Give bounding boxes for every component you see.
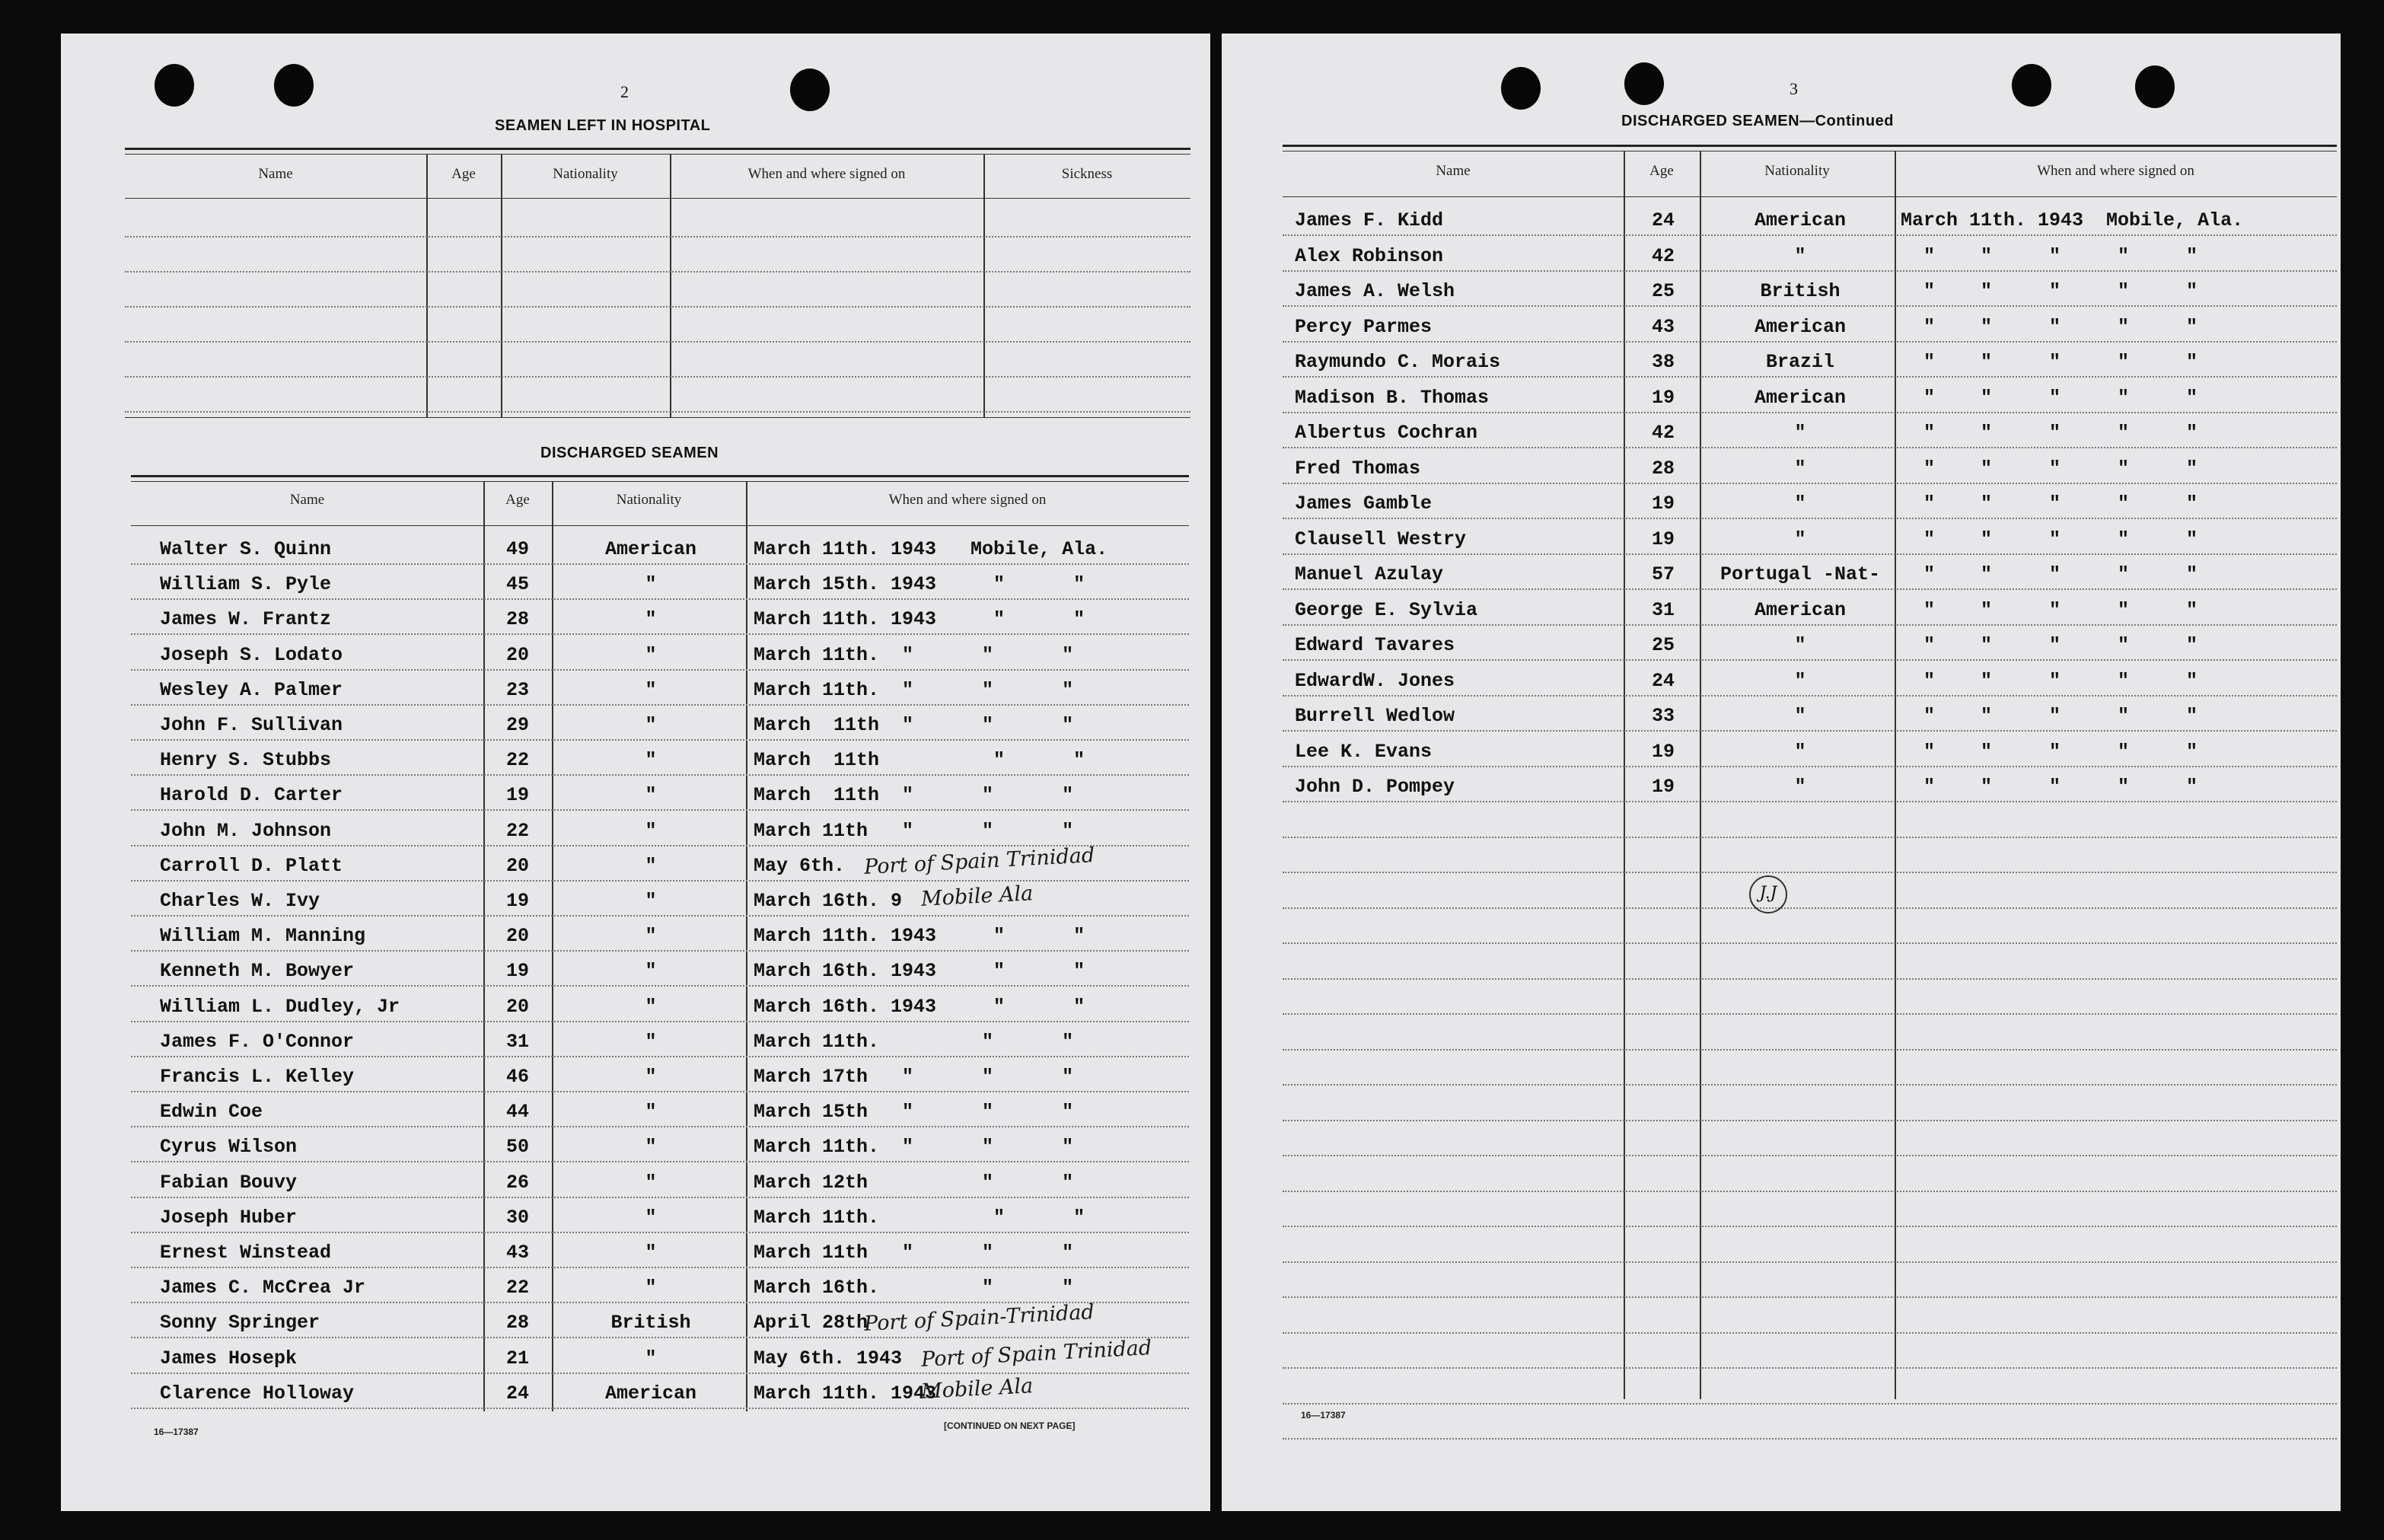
ruled-line	[131, 633, 1189, 635]
ruled-line	[1283, 1084, 2337, 1086]
seaman-name: James W. Frantz	[160, 608, 332, 631]
seaman-nationality: British	[610, 1312, 691, 1334]
seaman-age: 19	[505, 890, 529, 912]
seaman-name: Carroll D. Platt	[160, 854, 343, 877]
seaman-nationality: "	[645, 1101, 657, 1124]
ruled-line	[131, 915, 1189, 917]
seaman-name: Percy Parmes	[1295, 315, 1433, 338]
signed-on: " " " " "	[1901, 528, 2198, 550]
seaman-nationality: "	[645, 890, 657, 912]
handwritten-initials: J.J	[1749, 875, 1787, 913]
seaman-name: John D. Pompey	[1295, 776, 1455, 798]
seaman-age: 42	[1651, 422, 1675, 444]
signed-on: " " " " "	[1901, 740, 2198, 763]
seaman-name: George E. Sylvia	[1295, 598, 1478, 621]
column-divider	[426, 154, 428, 417]
column-header: Name	[1436, 163, 1471, 179]
seaman-nationality: "	[645, 784, 657, 807]
signed-on: March 11th " "	[754, 749, 1085, 772]
seaman-name: Clarence Holloway	[160, 1382, 355, 1404]
signed-on: March 17th " " "	[754, 1066, 1074, 1088]
signed-on: " " " " "	[1901, 351, 2198, 373]
seaman-age: 29	[505, 714, 529, 736]
ruled-line	[1283, 1013, 2337, 1015]
ruled-line	[1283, 907, 2337, 909]
seaman-age: 49	[505, 538, 529, 560]
seaman-age: 20	[505, 854, 529, 877]
seaman-name: Albertus Cochran	[1295, 422, 1478, 444]
signed-on: March 16th. 1943 " "	[754, 960, 1085, 983]
seaman-age: 19	[1651, 493, 1675, 515]
ruled-line	[125, 271, 1190, 273]
column-divider	[1624, 151, 1625, 1399]
ruled-line	[125, 341, 1190, 343]
signed-on: March 11th. " " "	[754, 643, 1074, 666]
seaman-nationality: "	[645, 1030, 657, 1053]
seaman-age: 19	[1651, 740, 1675, 763]
ruled-line	[125, 411, 1190, 413]
seaman-nationality: "	[645, 854, 657, 877]
seaman-age: 24	[1651, 209, 1675, 231]
seaman-age: 24	[505, 1382, 529, 1404]
handwritten-note: Mobile Ala	[920, 1373, 1034, 1404]
signed-on: " " " " "	[1901, 598, 2198, 621]
ruled-line	[131, 1161, 1189, 1162]
ruled-line	[1283, 1403, 2337, 1404]
seaman-name: Madison B. Thomas	[1295, 386, 1490, 409]
page-number: 3	[1790, 79, 1798, 98]
seaman-name: William S. Pyle	[160, 573, 332, 596]
seaman-nationality: "	[1794, 740, 1806, 763]
ruled-line	[1283, 872, 2337, 873]
ruled-line	[131, 774, 1189, 776]
seaman-name: Francis L. Kelley	[160, 1066, 355, 1088]
seaman-name: James A. Welsh	[1295, 280, 1455, 302]
handwritten-note: Mobile Ala	[920, 882, 1034, 911]
ruled-line	[1283, 695, 2337, 697]
title-suffix: —Continued	[1799, 113, 1894, 129]
seaman-age: 20	[505, 925, 529, 948]
seaman-name: Alex Robinson	[1295, 244, 1444, 267]
ruled-line	[131, 1021, 1189, 1022]
ruled-line	[131, 985, 1189, 987]
ruled-line	[131, 1408, 1189, 1409]
binder-hole	[1501, 67, 1541, 110]
seaman-age: 25	[1651, 280, 1675, 302]
handwritten-note: Port of Spain-Trinidad	[863, 1300, 1095, 1337]
seaman-age: 46	[505, 1066, 529, 1088]
signed-on: May 6th.	[754, 854, 846, 877]
seaman-name: Lee K. Evans	[1295, 740, 1433, 763]
seaman-name: James F. Kidd	[1295, 209, 1444, 231]
seaman-nationality: American	[1754, 598, 1847, 621]
ruled-line	[131, 669, 1189, 671]
ruled-line	[1283, 801, 2337, 802]
ruled-line	[131, 809, 1189, 811]
column-divider	[983, 154, 985, 417]
form-number: 16—17387	[1301, 1410, 1346, 1420]
seaman-nationality: "	[1794, 244, 1806, 267]
ruled-line	[1283, 766, 2337, 767]
signed-on: " " " " "	[1901, 422, 2198, 444]
signed-on: March 11th. 1943 Mobile, Ala.	[1901, 209, 2244, 231]
seaman-nationality: American	[1754, 315, 1847, 338]
ruled-line	[1283, 837, 2337, 838]
seaman-age: 44	[505, 1101, 529, 1124]
ruled-line	[1283, 1191, 2337, 1192]
continued-note: [CONTINUED ON NEXT PAGE]	[944, 1420, 1076, 1431]
seaman-age: 30	[505, 1206, 529, 1229]
ruled-line	[1283, 305, 2337, 307]
seaman-name: John F. Sullivan	[160, 714, 343, 736]
column-header: Nationality	[1764, 163, 1830, 179]
ruled-line	[1283, 412, 2337, 413]
table-rule	[125, 148, 1190, 150]
seaman-name: Joseph S. Lodato	[160, 643, 343, 666]
seaman-nationality: British	[1760, 280, 1841, 302]
seaman-nationality: "	[645, 925, 657, 948]
seaman-age: 25	[1651, 634, 1675, 656]
column-header: Age	[1649, 163, 1674, 179]
signed-on: March 11th. 1943 Mobile, Ala.	[754, 538, 1108, 560]
seaman-age: 22	[505, 1277, 529, 1299]
signed-on: March 11th " " "	[754, 784, 1074, 807]
seaman-name: Charles W. Ivy	[160, 890, 320, 912]
seaman-name: James C. McCrea Jr	[160, 1277, 366, 1299]
ruled-line	[131, 1267, 1189, 1268]
ruled-line	[1283, 1155, 2337, 1156]
seaman-nationality: "	[1794, 705, 1806, 727]
seaman-name: Cyrus Wilson	[160, 1136, 298, 1159]
seaman-name: Edwin Coe	[160, 1101, 263, 1124]
column-header: When and where signed on	[888, 492, 1047, 508]
ruled-line	[1283, 1226, 2337, 1227]
ruled-line	[1283, 1261, 2337, 1263]
ruled-line	[1283, 376, 2337, 378]
seaman-name: Harold D. Carter	[160, 784, 343, 807]
handwritten-note: Port of Spain Trinidad	[863, 843, 1095, 879]
seaman-age: 21	[505, 1347, 529, 1369]
seaman-age: 19	[505, 784, 529, 807]
table-rule	[131, 525, 1189, 526]
seaman-nationality: American	[1754, 386, 1847, 409]
seaman-age: 26	[505, 1171, 529, 1194]
ruled-line	[1283, 1049, 2337, 1051]
signed-on: March 11th. " " "	[754, 678, 1074, 701]
column-header: Age	[505, 492, 530, 508]
signed-on: March 15th. 1943 " "	[754, 573, 1085, 596]
ruled-line	[125, 306, 1190, 308]
page-title	[1621, 113, 1894, 130]
signed-on: " " " " "	[1901, 315, 2198, 338]
ruled-line	[1283, 447, 2337, 448]
seaman-nationality: "	[645, 1136, 657, 1159]
seaman-name: Walter S. Quinn	[160, 538, 332, 560]
discharged-title: DISCHARGED SEAMEN	[540, 445, 719, 461]
signed-on: March 11th " " "	[754, 1242, 1074, 1264]
ruled-line	[125, 376, 1190, 378]
hospital-title: SEAMEN LEFT IN HOSPITAL	[495, 117, 711, 134]
seaman-name: William M. Manning	[160, 925, 366, 948]
seaman-nationality: "	[1794, 493, 1806, 515]
column-divider	[670, 154, 671, 417]
ruled-line	[131, 950, 1189, 952]
seaman-age: 43	[505, 1242, 529, 1264]
ruled-line	[131, 739, 1189, 741]
seaman-age: 20	[505, 643, 529, 666]
signed-on: May 6th. 1943	[754, 1347, 903, 1369]
ruled-line	[1283, 234, 2337, 236]
seaman-name: Raymundo C. Morais	[1295, 351, 1501, 373]
ruled-line	[131, 1337, 1189, 1338]
seaman-name: Fabian Bouvy	[160, 1171, 298, 1194]
signed-on: " " " " "	[1901, 386, 2198, 409]
table-rule	[125, 417, 1190, 418]
ruled-line	[1283, 483, 2337, 484]
binder-hole	[2012, 64, 2051, 107]
signed-on: April 28th	[754, 1312, 869, 1334]
signed-on: " " " " "	[1901, 634, 2198, 656]
signed-on: March 11th. " " "	[754, 1136, 1074, 1159]
seaman-name: Joseph Huber	[160, 1206, 298, 1229]
table-rule	[131, 475, 1189, 477]
seaman-age: 19	[1651, 386, 1675, 409]
signed-on: March 11th. 1943	[754, 1382, 937, 1404]
seaman-age: 50	[505, 1136, 529, 1159]
column-header: Name	[289, 492, 325, 508]
ruled-line	[1283, 270, 2337, 272]
signed-on: March 15th " " "	[754, 1101, 1074, 1124]
signed-on: March 11th " " "	[754, 714, 1074, 736]
ruled-line	[131, 1197, 1189, 1198]
ruled-line	[125, 236, 1190, 238]
signed-on: " " " " "	[1901, 457, 2198, 480]
binder-hole	[155, 64, 194, 107]
ruled-line	[1283, 588, 2337, 590]
seaman-age: 28	[1651, 457, 1675, 480]
table-rule	[1283, 196, 2337, 197]
seaman-name: James Gamble	[1295, 493, 1433, 515]
ruled-line	[1283, 518, 2337, 519]
signed-on: March 11th " " "	[754, 819, 1074, 842]
column-divider	[552, 481, 553, 1411]
seaman-name: Ernest Winstead	[160, 1242, 332, 1264]
seaman-nationality: "	[645, 1066, 657, 1088]
table-rule	[1283, 145, 2337, 147]
handwritten-note: Port of Spain Trinidad	[920, 1335, 1152, 1372]
seaman-name: Burrell Wedlow	[1295, 705, 1455, 727]
seaman-nationality: "	[645, 643, 657, 666]
ruled-line	[131, 1091, 1189, 1092]
column-header: Sickness	[1061, 166, 1113, 182]
seaman-nationality: American	[604, 538, 697, 560]
column-divider	[1895, 151, 1896, 1399]
seaman-nationality: "	[645, 714, 657, 736]
binder-hole	[790, 69, 830, 111]
seaman-age: 57	[1651, 563, 1675, 585]
seaman-nationality: "	[1794, 457, 1806, 480]
seaman-name: EdwardW. Jones	[1295, 669, 1455, 692]
form-number: 16—17387	[154, 1427, 199, 1437]
signed-on: March 11th. " "	[754, 1206, 1085, 1229]
signed-on: March 12th " "	[754, 1171, 1074, 1194]
seaman-age: 22	[505, 819, 529, 842]
seaman-nationality: "	[645, 1277, 657, 1299]
ruled-line	[1283, 341, 2337, 343]
seaman-nationality: "	[645, 819, 657, 842]
ruled-line	[1283, 1296, 2337, 1298]
ruled-line	[1283, 1332, 2337, 1334]
seaman-age: 45	[505, 573, 529, 596]
title-main: DISCHARGED SEAMEN	[1621, 113, 1800, 129]
ruled-line	[1283, 942, 2337, 944]
signed-on: March 16th. 9	[754, 890, 903, 912]
column-divider	[1700, 151, 1701, 1399]
seaman-name: Kenneth M. Bowyer	[160, 960, 355, 983]
seaman-name: James Hosepk	[160, 1347, 298, 1369]
ruled-line	[1283, 978, 2337, 980]
seaman-name: John M. Johnson	[160, 819, 332, 842]
seaman-age: 31	[1651, 598, 1675, 621]
seaman-nationality: "	[1794, 634, 1806, 656]
seaman-name: Wesley A. Palmer	[160, 678, 343, 701]
signed-on: " " " " "	[1901, 669, 2198, 692]
seaman-nationality: "	[645, 608, 657, 631]
ruled-line	[1283, 624, 2337, 626]
ruled-line	[131, 1056, 1189, 1057]
ruled-line	[1283, 730, 2337, 732]
seaman-name: Edward Tavares	[1295, 634, 1455, 656]
seaman-nationality: "	[645, 1242, 657, 1264]
seaman-nationality: Portugal -Nat-	[1719, 563, 1881, 585]
seaman-nationality: Brazil	[1765, 351, 1834, 373]
ruled-line	[131, 845, 1189, 847]
seaman-name: James F. O'Connor	[160, 1030, 355, 1053]
seaman-nationality: "	[1794, 669, 1806, 692]
seaman-nationality: "	[1794, 776, 1806, 798]
seaman-age: 19	[505, 960, 529, 983]
seaman-nationality: American	[1754, 209, 1847, 231]
right-page	[1222, 33, 2341, 1511]
seaman-nationality: "	[645, 1206, 657, 1229]
seaman-age: 23	[505, 678, 529, 701]
seaman-name: William L. Dudley, Jr	[160, 995, 400, 1018]
column-header: Nationality	[616, 492, 682, 508]
seaman-age: 20	[505, 995, 529, 1018]
ruled-line	[131, 1126, 1189, 1127]
signed-on: " " " " "	[1901, 280, 2198, 302]
column-divider	[746, 481, 747, 1411]
signed-on: " " " " "	[1901, 705, 2198, 727]
seaman-age: 31	[505, 1030, 529, 1053]
seaman-age: 19	[1651, 528, 1675, 550]
ruled-line	[1283, 553, 2337, 555]
ruled-line	[1283, 1367, 2337, 1369]
column-divider	[501, 154, 502, 417]
seaman-name: Manuel Azulay	[1295, 563, 1444, 585]
table-rule	[125, 198, 1190, 199]
signed-on: March 16th. 1943 " "	[754, 995, 1085, 1018]
seaman-age: 28	[505, 1312, 529, 1334]
seaman-age: 19	[1651, 776, 1675, 798]
seaman-nationality: "	[645, 1171, 657, 1194]
table-rule	[131, 481, 1189, 482]
ruled-line	[131, 704, 1189, 706]
seaman-name: Fred Thomas	[1295, 457, 1421, 480]
seaman-age: 28	[505, 608, 529, 631]
page-number: 2	[620, 82, 629, 101]
seaman-age: 42	[1651, 244, 1675, 267]
binder-hole	[2135, 65, 2175, 108]
seaman-age: 38	[1651, 351, 1675, 373]
ruled-line	[1283, 1438, 2337, 1440]
seaman-name: Clausell Westry	[1295, 528, 1467, 550]
signed-on: March 11th. 1943 " "	[754, 608, 1085, 631]
binder-hole	[274, 64, 314, 107]
column-header: Age	[451, 166, 476, 182]
seaman-nationality: American	[604, 1382, 697, 1404]
column-header: When and where signed on	[747, 166, 906, 182]
column-header: Name	[258, 166, 293, 182]
table-rule	[125, 154, 1190, 155]
seaman-nationality: "	[645, 749, 657, 772]
seaman-nationality: "	[645, 995, 657, 1018]
seaman-age: 22	[505, 749, 529, 772]
column-header: Nationality	[553, 166, 618, 182]
column-header: When and where signed on	[2037, 163, 2194, 179]
seaman-name: Sonny Springer	[160, 1312, 320, 1334]
seaman-age: 24	[1651, 669, 1675, 692]
column-divider	[483, 481, 485, 1411]
signed-on: March 11th. " "	[754, 1030, 1074, 1053]
signed-on: " " " " "	[1901, 493, 2198, 515]
left-page	[61, 33, 1210, 1511]
seaman-nationality: "	[1794, 422, 1806, 444]
seaman-nationality: "	[645, 1347, 657, 1369]
seaman-nationality: "	[1794, 528, 1806, 550]
seaman-nationality: "	[645, 573, 657, 596]
ruled-line	[1283, 659, 2337, 661]
seaman-nationality: "	[645, 678, 657, 701]
seaman-name: Henry S. Stubbs	[160, 749, 332, 772]
binder-hole	[1624, 62, 1664, 105]
seaman-age: 33	[1651, 705, 1675, 727]
signed-on: " " " " "	[1901, 244, 2198, 267]
ruled-line	[131, 563, 1189, 565]
signed-on: March 16th. " "	[754, 1277, 1074, 1299]
signed-on: " " " " "	[1901, 563, 2198, 585]
ruled-line	[1283, 1120, 2337, 1121]
signed-on: " " " " "	[1901, 776, 2198, 798]
ruled-line	[131, 598, 1189, 600]
seaman-nationality: "	[645, 960, 657, 983]
ruled-line	[131, 1232, 1189, 1233]
signed-on: March 11th. 1943 " "	[754, 925, 1085, 948]
seaman-age: 43	[1651, 315, 1675, 338]
